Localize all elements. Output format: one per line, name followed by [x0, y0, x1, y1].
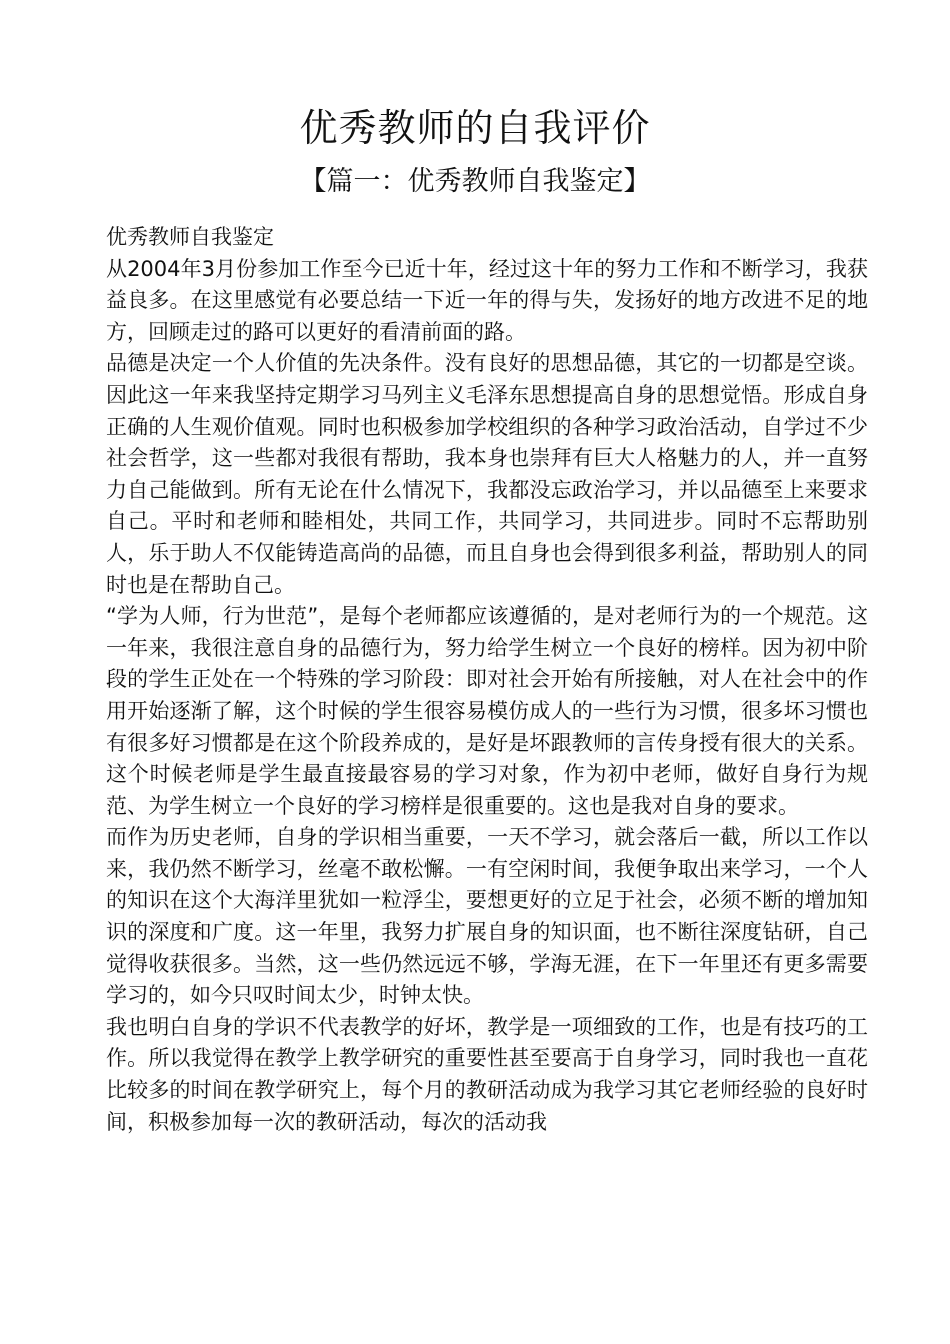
body-paragraph: 而作为历史老师，自身的学识相当重要，一天不学习，就会落后一截，所以工作以来，我仍然不断学习，丝毫不敢松懈。一有空闲时间，我便争取出来学习，一个人的知识在这个大海洋里犹如一粒浮尘，要想更好的立足于社会，必须不断的增加知识的深度和广度。这一年里，我努力扩展自身的知识面，也不断往深度钻研，自己觉得收获很多。当然，这一些仍然远远不够，学海无涯，在下一年里还有更多需要学习的，如今只叹时间太少，时钟太快。: [106, 825, 868, 1008]
body-paragraph: 品德是决定一个人价值的先决条件。没有良好的思想品德，其它的一切都是空谈。因此这一年来我坚持定期学习马列主义毛泽东思想提高自身的思想觉悟。形成自身正确的人生观价值观。同时也积极参加学校组织的各种学习政治活动，自学过不少社会哲学，这一些都对我很有帮助，我本身也崇拜有巨大人格魅力的人，并一直努力自己能做到。所有无论在什么情况下，我都没忘政治学习，并以品德至上来要求自己。平时和老师和睦相处，共同工作，共同学习，共同进步。同时不忘帮助别人，乐于助人不仅能铸造高尚的品德，而且自身也会得到很多利益，帮助别人的同时也是在帮助自己。: [106, 351, 868, 597]
body-paragraph: 优秀教师自我鉴定: [106, 225, 274, 249]
body-paragraph: 我也明白自身的学识不代表教学的好坏，教学是一项细致的工作，也是有技巧的工作。所以我觉得在教学上教学研究的重要性甚至要高于自身学习，同时我也一直花比较多的时间在教学研究上，每个月的教研活动成为我学习其它老师经验的良好时间，积极参加每一次的教研活动，每次的活动我: [106, 1014, 868, 1134]
document-subtitle: 【篇一：优秀教师自我鉴定】: [299, 166, 651, 197]
document-body: [106, 222, 868, 1138]
document-title: 优秀教师的自我评价: [299, 106, 651, 150]
body-paragraph: 从2004年3月份参加工作至今已近十年，经过这十年的努力工作和不断学习，我获益良多。在这里感觉有必要总结一下近一年的得与失，发扬好的地方改进不足的地方，回顾走过的路可以更好的看清前面的路。: [106, 256, 868, 344]
body-paragraph: “学为人师，行为世范”，是每个老师都应该遵循的，是对老师行为的一个规范。这一年来，我很注意自身的品德行为，努力给学生树立一个良好的榜样。因为初中阶段的学生正处在一个特殊的学习阶段：即对社会开始有所接触，对人在社会中的作用开始逐渐了解，这个时候的学生很容易模仿成人的一些行为习惯，很多坏习惯也有很多好习惯都是在这个阶段养成的，是好是坏跟教师的言传身授有很大的关系。这个时候老师是学生最直接最容易的学习对象，作为初中老师，做好自身行为规范、为学生树立一个良好的学习榜样是很重要的。这也是我对自身的要求。: [106, 604, 868, 818]
